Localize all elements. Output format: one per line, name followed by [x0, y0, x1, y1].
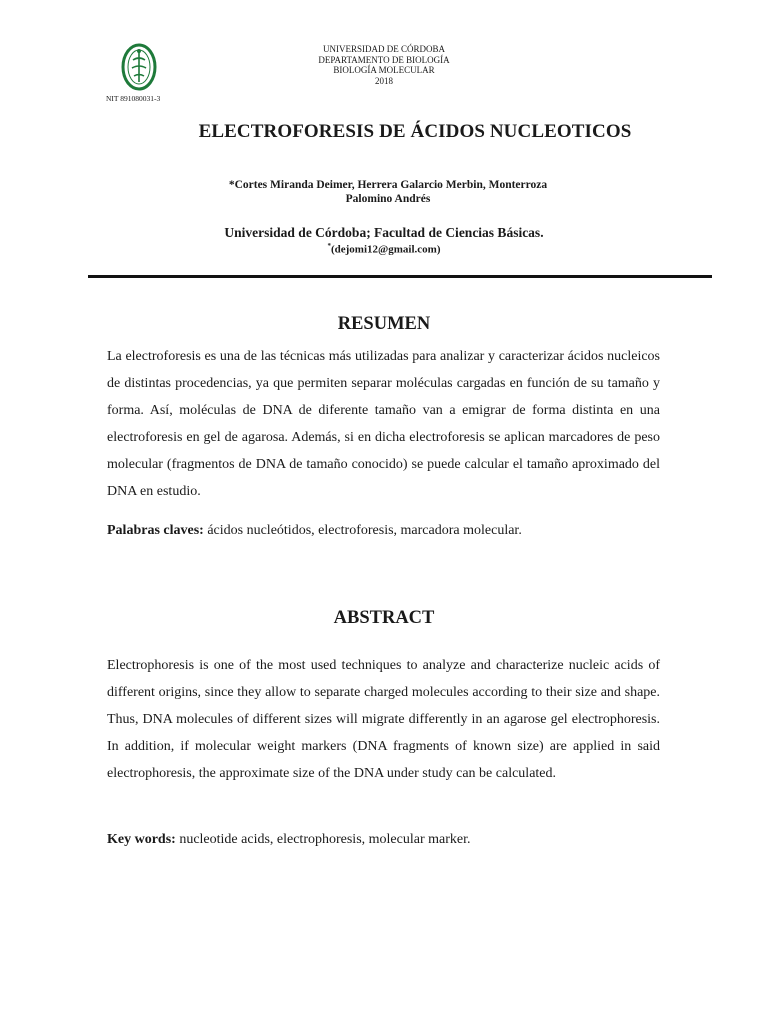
resumen-body: La electroforesis es una de las técnicas más utilizadas para analizar y caracterizar ácidos nucleicos de distintas procedencias, ya que permiten separar moléculas cargadas en función de su tamaño y forma. Así, moléculas de DNA de diferente tamaño van a emigrar de forma distinta en una electroforesis en gel de agarosa. Además, si en dicha electroforesis se aplican marcadores de peso molecular (fragmentos de DNA de tamaño conocido) se puede calcular el tamaño aproximado del DNA en estudio. [107, 349, 660, 499]
institution-line: DEPARTAMENTO DE BIOLOGÍA [318, 54, 450, 65]
email-text: (dejomi12@gmail.com) [330, 243, 441, 256]
author-line: Palomino Andrés [345, 192, 431, 205]
contact-email [0, 242, 768, 256]
resumen-heading: RESUMEN [337, 314, 431, 334]
institution-line: BIOLOGÍA MOLECULAR [333, 65, 435, 75]
author-list [0, 179, 768, 206]
university-seal-icon [120, 42, 158, 92]
affiliation: Universidad de Córdoba; Facultad de Ciencias Básicas. [224, 225, 544, 240]
abstract-body: Electrophoresis is one of the most used techniques to analyze and characterize nucleic acids of different origins, since they allow to separate charged molecules according to their size and shape. Thus, DNA molecules of different sizes will migrate differently in an agarose gel electrophoresis. In addition, if molecular weight markers (DNA fragments of known size) are applied in said electrophoresis, the approximate size of the DNA under study can be calculated. [107, 658, 660, 781]
keywords-text: nucleotide acids, electrophoresis, molecular marker. [179, 832, 471, 847]
institution-line: UNIVERSIDAD DE CÓRDOBA [322, 44, 445, 54]
keywords-label: Key words: [107, 832, 176, 847]
author-line: *Cortes Miranda Deimer, Herrera Galarcio Merbin, Monterroza [228, 179, 548, 191]
institution-header [234, 44, 534, 86]
header-divider [88, 275, 712, 278]
abstract-keywords [107, 832, 667, 848]
email-marker: * [327, 242, 331, 250]
paper-title: ELECTROFORESIS DE ÁCIDOS NUCLEOTICOS [198, 121, 632, 142]
keywords-text: ácidos nucleótidos, electroforesis, marcadora molecular. [207, 523, 522, 538]
resumen-keywords [107, 523, 667, 539]
keywords-label: Palabras claves: [107, 523, 204, 538]
abstract-heading: ABSTRACT [333, 608, 435, 628]
institution-line: 2018 [375, 75, 393, 86]
nit-number: NIT 891080031-3 [106, 94, 161, 103]
